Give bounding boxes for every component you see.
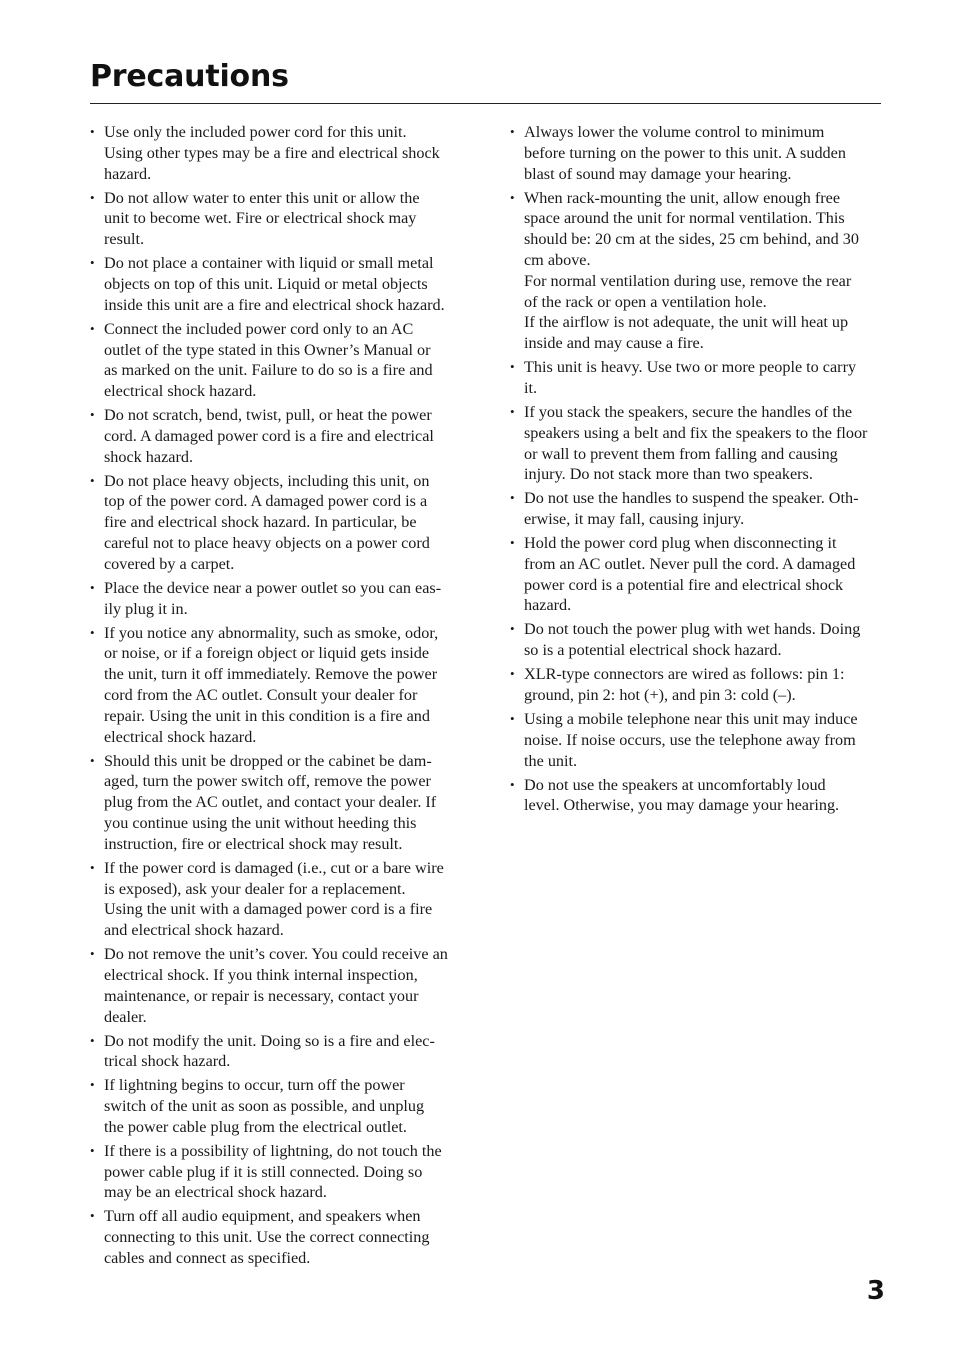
precaution-text-line: Use only the included power cord for this unit. bbox=[104, 123, 407, 141]
precaution-text-line: If there is a possibility of lightning, do not touch the bbox=[104, 1141, 442, 1160]
page-title: Precautions bbox=[90, 59, 289, 94]
precaution-text-line: speakers using a belt and fix the speakers to the floor bbox=[524, 423, 868, 442]
precaution-text-line: the unit. bbox=[524, 751, 578, 770]
bullet-icon: • bbox=[510, 711, 515, 727]
precaution-item bbox=[90, 623, 466, 748]
bullet-icon: • bbox=[510, 403, 515, 419]
bullet-icon: • bbox=[90, 189, 95, 205]
precaution-text-line: connecting to this unit. Use the correct connecting bbox=[104, 1228, 430, 1247]
precaution-text-line: XLR-type connectors are wired as follows: pin 1: bbox=[524, 665, 845, 684]
precaution-text-line: ily plug it in. bbox=[104, 599, 188, 618]
precaution-text-line: before turning on the power to this unit. A sudden bbox=[524, 143, 846, 162]
bullet-icon: • bbox=[90, 407, 95, 423]
precaution-text-line: cm above. bbox=[524, 250, 591, 269]
precaution-text-line: Connect the included power cord only to an AC bbox=[104, 319, 414, 338]
precaution-text-line: shock hazard. bbox=[104, 447, 193, 466]
precaution-text-line: careful not to place heavy objects on a power cord bbox=[104, 534, 430, 553]
precaution-text-line: you continue using the unit without heeding this bbox=[104, 814, 417, 832]
bullet-icon: • bbox=[90, 255, 95, 271]
precaution-text-line: Always lower the volume control to minimum bbox=[524, 123, 825, 141]
precaution-text-line: level. Otherwise, you may damage your hearing. bbox=[524, 796, 840, 815]
precaution-item bbox=[90, 944, 466, 1027]
precaution-text-line: If the airflow is not adequate, the unit will heat up bbox=[524, 313, 849, 332]
precaution-item bbox=[510, 188, 886, 354]
precaution-item bbox=[510, 402, 886, 485]
precaution-text-line: instruction, fire or electrical shock may result. bbox=[104, 834, 403, 853]
precaution-text-line: dealer. bbox=[104, 1007, 147, 1026]
precaution-item bbox=[90, 1075, 466, 1137]
precaution-item bbox=[90, 253, 466, 315]
bullet-icon: • bbox=[90, 859, 95, 875]
title-divider bbox=[90, 103, 881, 104]
bullet-icon: • bbox=[90, 1077, 95, 1093]
precaution-text-line: aged, turn the power switch off, remove the power bbox=[104, 772, 431, 791]
bullet-icon: • bbox=[90, 624, 95, 640]
bullet-icon: • bbox=[510, 490, 515, 506]
bullet-icon: • bbox=[510, 189, 515, 205]
precaution-text-line: covered by a carpet. bbox=[104, 554, 235, 573]
precaution-text-line: maintenance, or repair is necessary, contact your bbox=[104, 986, 419, 1005]
precaution-text-line: the power cable plug from the electrical outlet. bbox=[104, 1117, 407, 1136]
precaution-text-line: is exposed), ask your dealer for a replacement. bbox=[104, 879, 406, 898]
precaution-text-line: Do not allow water to enter this unit or allow the bbox=[104, 188, 420, 207]
bullet-icon: • bbox=[90, 752, 95, 768]
precaution-text-line: hazard. bbox=[104, 164, 152, 183]
precaution-text-line: This unit is heavy. Use two or more people to carry bbox=[524, 358, 857, 377]
precautions-list-left bbox=[90, 122, 466, 1272]
precaution-text-line: noise. If noise occurs, use the telephone away from bbox=[524, 730, 856, 749]
precaution-text-line: erwise, it may fall, causing injury. bbox=[524, 510, 745, 529]
precaution-text-line: so is a potential electrical shock hazard. bbox=[524, 641, 782, 660]
precaution-item bbox=[90, 471, 466, 575]
precaution-text-line: Do not place heavy objects, including this unit, on bbox=[104, 471, 430, 490]
precaution-text-line: electrical shock hazard. bbox=[104, 382, 257, 401]
precaution-text-line: top of the power cord. A damaged power cord is a bbox=[104, 492, 428, 511]
precaution-item bbox=[90, 319, 466, 402]
precaution-text-line: power cable plug if it is still connected. Doing so bbox=[104, 1162, 423, 1181]
precaution-text-line: fire and electrical shock hazard. In particular, be bbox=[104, 513, 417, 532]
precaution-item bbox=[90, 1206, 466, 1268]
precaution-text-line: blast of sound may damage your hearing. bbox=[524, 164, 792, 183]
precaution-text-line: For normal ventilation during use, remove the rear bbox=[524, 271, 852, 290]
precaution-text-line: outlet of the type stated in this Owner’s Manual or bbox=[104, 340, 431, 359]
bullet-icon: • bbox=[510, 621, 515, 637]
precautions-list-right bbox=[510, 122, 886, 819]
precaution-text-line: Using a mobile telephone near this unit may induce bbox=[524, 710, 858, 729]
precaution-text-line: When rack-mounting the unit, allow enough free bbox=[524, 188, 841, 207]
precaution-text-line: Do not modify the unit. Doing so is a fire and elec- bbox=[104, 1031, 435, 1050]
precaution-text-line: Using other types may be a fire and electrical shock bbox=[104, 143, 440, 162]
precaution-text-line: objects on top of this unit. Liquid or metal objects bbox=[104, 274, 428, 293]
precaution-text-line: Do not touch the power plug with wet hands. Doing bbox=[524, 620, 861, 639]
precaution-item bbox=[510, 122, 886, 184]
precaution-text-line: Hold the power cord plug when disconnecting it bbox=[524, 534, 837, 553]
precaution-text-line: cord from the AC outlet. Consult your dealer for bbox=[104, 686, 418, 705]
bullet-icon: • bbox=[90, 320, 95, 336]
bullet-icon: • bbox=[510, 776, 515, 792]
precaution-text-line: Do not remove the unit’s cover. You could receive an bbox=[104, 945, 448, 964]
precaution-item bbox=[510, 709, 886, 771]
precaution-item bbox=[510, 357, 886, 399]
precaution-text-line: unit to become wet. Fire or electrical shock may bbox=[104, 209, 417, 228]
precaution-text-line: it. bbox=[524, 378, 538, 397]
precaution-text-line: Using the unit with a damaged power cord is a fire bbox=[104, 900, 433, 919]
precaution-item bbox=[510, 533, 886, 616]
precaution-item bbox=[90, 405, 466, 467]
precaution-text-line: hazard. bbox=[524, 596, 572, 615]
precaution-item bbox=[90, 578, 466, 620]
precaution-text-line: power cord is a potential fire and electrical shock bbox=[524, 575, 844, 594]
precaution-text-line: ground, pin 2: hot (+), and pin 3: cold (–). bbox=[524, 686, 796, 705]
precaution-text-line: If the power cord is damaged (i.e., cut or a bare wire bbox=[104, 858, 444, 877]
precaution-text-line: If lightning begins to occur, turn off the power bbox=[104, 1076, 405, 1095]
precaution-item bbox=[90, 1031, 466, 1073]
precaution-text-line: cables and connect as specified. bbox=[104, 1249, 311, 1268]
precaution-item bbox=[90, 122, 466, 184]
precaution-text-line: from an AC outlet. Never pull the cord. A damaged bbox=[524, 554, 856, 573]
precaution-text-line: repair. Using the unit in this condition is a fire and bbox=[104, 706, 430, 725]
precaution-item bbox=[510, 664, 886, 706]
precaution-text-line: as marked on the unit. Failure to do so is a fire and bbox=[104, 361, 433, 380]
precaution-item bbox=[510, 619, 886, 661]
precaution-text-line: cord. A damaged power cord is a fire and electrical bbox=[104, 426, 434, 445]
precaution-text-line: or wall to prevent them from falling and causing bbox=[524, 444, 838, 463]
precaution-text-line: Do not place a container with liquid or small metal bbox=[104, 254, 434, 273]
bullet-icon: • bbox=[510, 359, 515, 375]
bullet-icon: • bbox=[90, 472, 95, 488]
precaution-text-line: result. bbox=[104, 230, 145, 249]
precaution-item bbox=[90, 188, 466, 250]
precaution-text-line: Do not scratch, bend, twist, pull, or heat the power bbox=[104, 406, 432, 425]
bullet-icon: • bbox=[90, 1208, 95, 1224]
precaution-item bbox=[90, 751, 466, 855]
bullet-icon: • bbox=[510, 124, 515, 139]
precaution-text-line: Should this unit be dropped or the cabinet be dam- bbox=[104, 751, 432, 770]
precaution-text-line: and electrical shock hazard. bbox=[104, 921, 284, 940]
precaution-text-line: may be an electrical shock hazard. bbox=[104, 1183, 327, 1202]
precaution-text-line: plug from the AC outlet, and contact your dealer. If bbox=[104, 793, 437, 812]
bullet-icon: • bbox=[510, 535, 515, 551]
bullet-icon: • bbox=[90, 579, 95, 595]
precaution-item bbox=[90, 1141, 466, 1203]
precaution-item bbox=[510, 775, 886, 817]
precaution-text-line: Do not use the speakers at uncomfortably loud bbox=[524, 775, 826, 794]
precaution-text-line: should be: 20 cm at the sides, 25 cm behind, and 30 bbox=[524, 230, 859, 249]
precaution-text-line: electrical shock. If you think internal inspection, bbox=[104, 965, 418, 984]
precaution-text-line: space around the unit for normal ventilation. This bbox=[524, 209, 845, 228]
precaution-text-line: inside this unit are a fire and electrical shock hazard. bbox=[104, 295, 445, 314]
precaution-text-line: Do not use the handles to suspend the speaker. Oth- bbox=[524, 489, 859, 508]
precaution-item bbox=[90, 858, 466, 941]
bullet-icon: • bbox=[90, 946, 95, 962]
precaution-text-line: If you notice any abnormality, such as smoke, odor, bbox=[104, 623, 439, 642]
precaution-text-line: trical shock hazard. bbox=[104, 1052, 231, 1071]
precaution-text-line: Turn off all audio equipment, and speakers when bbox=[104, 1207, 421, 1226]
precaution-text-line: injury. Do not stack more than two speakers. bbox=[524, 465, 813, 484]
precaution-text-line: of the rack or open a ventilation hole. bbox=[524, 292, 767, 311]
page-number: 3 bbox=[866, 1276, 885, 1306]
bullet-icon: • bbox=[90, 1032, 95, 1048]
precaution-text-line: electrical shock hazard. bbox=[104, 727, 257, 746]
precaution-text-line: or noise, or if a foreign object or liquid gets inside bbox=[104, 644, 430, 663]
precaution-text-line: inside and may cause a fire. bbox=[524, 334, 704, 353]
bullet-icon: • bbox=[510, 666, 515, 682]
precaution-text-line: If you stack the speakers, secure the handles of the bbox=[524, 402, 853, 421]
precaution-text-line: Place the device near a power outlet so you can eas- bbox=[104, 578, 442, 597]
precaution-item bbox=[510, 488, 886, 530]
precaution-text-line: switch of the unit as soon as possible, and unplug bbox=[104, 1097, 425, 1116]
precaution-text-line: the unit, turn it off immediately. Remove the power bbox=[104, 665, 438, 684]
bullet-icon: • bbox=[90, 1142, 95, 1158]
bullet-icon: • bbox=[90, 124, 95, 139]
